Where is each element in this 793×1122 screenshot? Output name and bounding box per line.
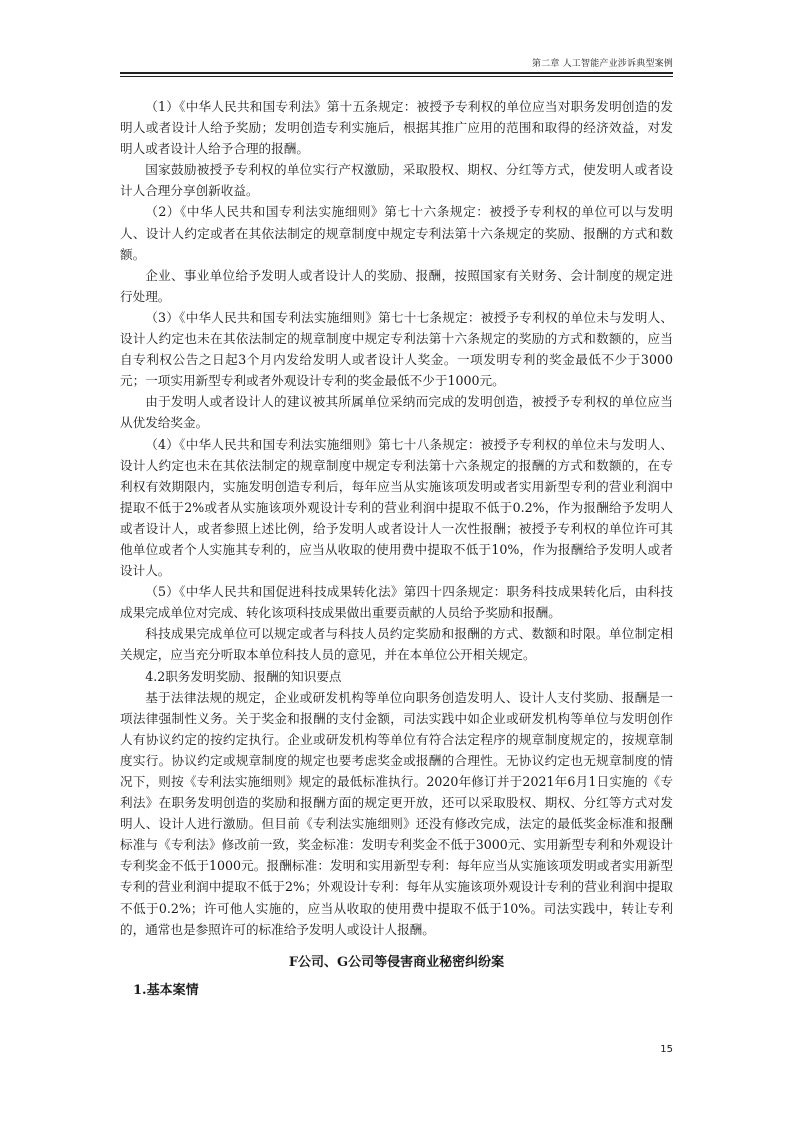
paragraph: 由于发明人或者设计人的建议被其所属单位采纳而完成的发明创造，被授予专利权的单位应当从优发给奖金。 bbox=[120, 394, 673, 431]
paragraph: （3）《中华人民共和国专利法实施细则》第七十七条规定：被授予专利权的单位未与发明人、设计人约定也未在其依法制定的规章制度中规定专利法第十六条规定的奖励的方式和数额的，应当自专利权公告之日起3个月内发给发明人或者设计人奖金。一项发明专利的奖金最低不少于3000元；一项实用新型专利或者外观设计专利的奖金最低不少于1000元。 bbox=[120, 309, 673, 389]
header-rule-thick bbox=[120, 72, 673, 74]
paragraph: 基于法律法规的规定，企业或研发机构等单位向职务创造发明人、设计人支付奖励、报酬是一项法律强制性义务。关于奖金和报酬的支付金额，司法实践中如企业或研发机构等单位与发明创作人有协议约定的按约定执行。企业或研发机构等单位有符合法定程序的规章制度规定的，按规章制度实行。协议约定或规章制度的规定也要考虑奖金或报酬的合理性。无协议约定也无规章制度的情况下，则按《专利法实施细则》规定的最低标准执行。2020年修订并于2021年6月1日实施的《专利法》在职务发明创造的奖励和报酬方面的规定更开放，还可以采取股权、期权、分红等方式对发明人、设计人进行激励。但目前《专利法实施细则》还没有修改完成，法定的最低奖金标准和报酬标准与《专利法》修改前一致，奖金标准：发明专利奖金不低于3000元、实用新型专利和外观设计专利奖金不低于1000元。报酬标准：发明和实用新型专利：每年应当从实施该项发明或者实用新型专利的营业利润中提取不低于2%；外观设计专利：每年从实施该项外观设计专利的营业利润中提取不低于0.2%；许可他人实施的，应当从收取的使用费中提取不低于10%。司法实践中，转让专利的，通常也是参照许可的标准给予发明人或设计人报酬。 bbox=[120, 689, 673, 937]
paragraph: （1）《中华人民共和国专利法》第十五条规定：被授予专利权的单位应当对职务发明创造的发明人或者设计人给予奖励；发明创造专利实施后，根据其推广应用的范围和取得的经济效益，对发明人或者设计人给予合理的报酬。 bbox=[120, 99, 673, 157]
paragraph: 国家鼓励被授予专利权的单位实行产权激励，采取股权、期权、分红等方式，使发明人或者设计人合理分享创新收益。 bbox=[120, 162, 673, 199]
header-rule-thin bbox=[120, 76, 673, 77]
page-number: 15 bbox=[660, 1044, 673, 1055]
page-body bbox=[120, 96, 673, 1002]
paragraph: 科技成果完成单位可以规定或者与科技人员约定奖励和报酬的方式、数额和时限。单位制定相关规定，应当充分听取本单位科技人员的意见，并在本单位公开相关规定。 bbox=[120, 626, 673, 663]
section-title: 1.基本案情 bbox=[133, 982, 199, 998]
paragraph: （2）《中华人民共和国专利法实施细则》第七十六条规定：被授予专利权的单位可以与发明人、设计人约定或者在其依法制定的规章制度中规定专利法第十六条规定的奖励、报酬的方式和数额。 bbox=[120, 204, 673, 262]
paragraph: （4）《中华人民共和国专利法实施细则》第七十八条规定：被授予专利权的单位未与发明人、设计人约定也未在其依法制定的规章制度中规定专利法第十六条规定的报酬的方式和数额的，在专利权有效期限内，实施发明创造专利后，每年应当从实施该项发明或者实用新型专利的营业利润中提取不低于2%或者从实施该项外观设计专利的营业利润中提取不低于0.2%，作为报酬给予发明人或者设计人，或者参照上述比例，给予发明人或者设计人一次性报酬；被授予专利权的单位许可其他单位或者个人实施其专利的，应当从收取的使用费中提取不低于10%，作为报酬给予发明人或者设计人。 bbox=[120, 436, 673, 579]
case-title: F公司、G公司等侵害商业秘密纠纷案 bbox=[288, 954, 505, 970]
paragraph: 企业、事业单位给予发明人或者设计人的奖励、报酬，按照国家有关财务、会计制度的规定进行处理。 bbox=[120, 267, 673, 304]
subsection-heading: 4.2职务发明奖励、报酬的知识要点 bbox=[145, 668, 342, 684]
chapter-title: 第二章 人工智能产业涉诉典型案例 bbox=[531, 59, 673, 69]
paragraph: （5）《中华人民共和国促进科技成果转化法》第四十四条规定：职务科技成果转化后，由科技成果完成单位对完成、转化该项科技成果做出重要贡献的人员给予奖励和报酬。 bbox=[120, 584, 673, 621]
page-header bbox=[120, 52, 673, 72]
